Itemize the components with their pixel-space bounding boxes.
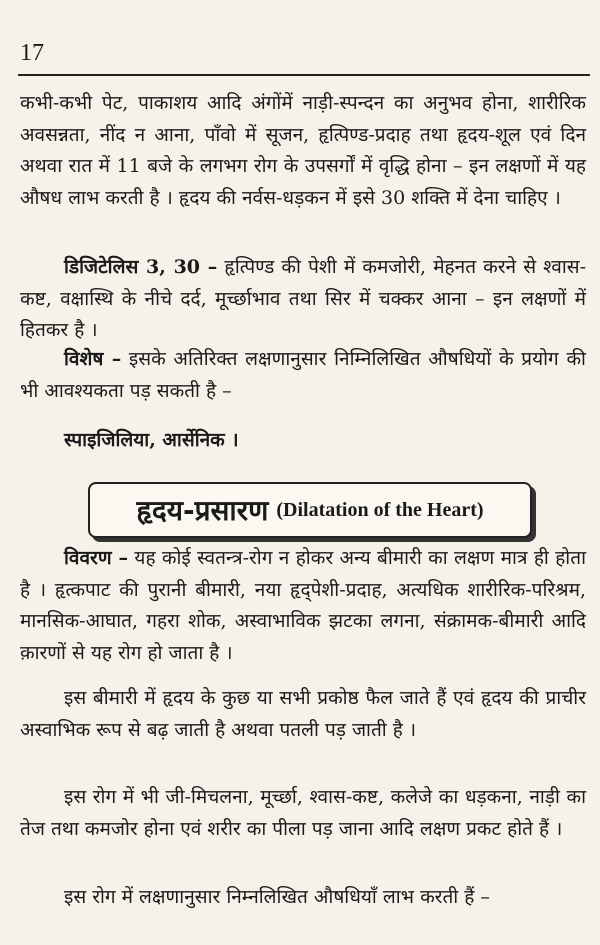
paragraph-remedies-intro — [20, 882, 586, 914]
paragraph-description — [20, 543, 586, 669]
heading-hindi: हृदय-प्रसारण — [136, 494, 269, 527]
paragraph-text: इस बीमारी में हृदय के कुछ या सभी प्रकोष्ठ फैल जाते हैं एवं हृदय की प्राचीर अस्वाभिक रूप से बढ़ जाती है अथवा पतली पड़ जाती है । — [20, 687, 586, 741]
section-heading — [88, 482, 532, 538]
paragraph-remedies-list — [20, 425, 586, 457]
remedy-name: डिजिटेलिस 3, 30 – — [64, 256, 218, 278]
note-text: इसके अतिरिक्त लक्षणानुसार निम्निलिखित औषधियों के प्रयोग की भी आवश्यकता पड़ सकती है – — [20, 348, 586, 402]
paragraph-signs — [20, 782, 586, 845]
header-rule — [18, 74, 590, 76]
remedy-description: हृत्पिण्ड की पेशी में कमजोरी, मेहनत करने से श्वास-कष्ट, वक्षास्थि के नीचे दर्द, मूर्च्छाभाव तथा सिर में चक्कर आना – इन लक्षणों में हितकर है । — [20, 256, 587, 341]
paragraph-text: इस रोग में लक्षणानुसार निम्नलिखित औषधियाँ लाभ करती हैं – — [64, 886, 490, 908]
note-label: विशेष – — [64, 348, 122, 370]
paragraph-special-note — [20, 344, 586, 407]
description-text: यह कोई स्वतन्त्र-रोग न होकर अन्य बीमारी का लक्षण मात्र ही होता है । हृत्कपाट की पुरानी बीमारी, नया हृद्पेशी-प्रदाह, अत्यधिक शारीरिक-परिश्रम, मानसिक-आघात, गहरा शोक, अस्वाभाविक झटका लगना, संक्रामक-बीमारी आदि क़ारणों से यह रोग हो जाता है । — [20, 547, 586, 664]
page-number: 17 — [20, 40, 44, 66]
description-label: विवरण – — [64, 547, 129, 569]
heading-english: (Dilatation of the Heart) — [276, 498, 484, 521]
paragraph-digitalis — [20, 252, 586, 347]
paragraph-text: कभी-कभी पेट, पाकाशय आदि अंगोंमें नाड़ी-स्पन्दन का अनुभव होना, शारीरिक अवसन्नता, नींद न आना, पाँवो में सूजन, हृत्पिण्ड-प्रदाह तथा हृदय-शूल एवं दिन अथवा रात में 11 बजे के लगभग रोग के उपसर्गों में वृद्धि होना – इन लक्षणों में यह औषध लाभ करती है । हृदय की नर्वस-धड़कन में इसे 30 शक्ति में देना चाहिए । — [20, 92, 586, 209]
paragraph-symptoms — [20, 88, 586, 214]
remedies-list: स्पाइजिलिया, आर्सेनिक । — [64, 429, 239, 451]
paragraph-chambers — [20, 683, 586, 746]
paragraph-text: इस रोग में भी जी-मिचलना, मूर्च्छा, श्वास-कष्ट, कलेजे का धड़कना, नाड़ी का तेज तथा कमजोर होना एवं शरीर का पीला पड़ जाना आदि लक्षण प्रकट होते हैं । — [20, 786, 586, 840]
